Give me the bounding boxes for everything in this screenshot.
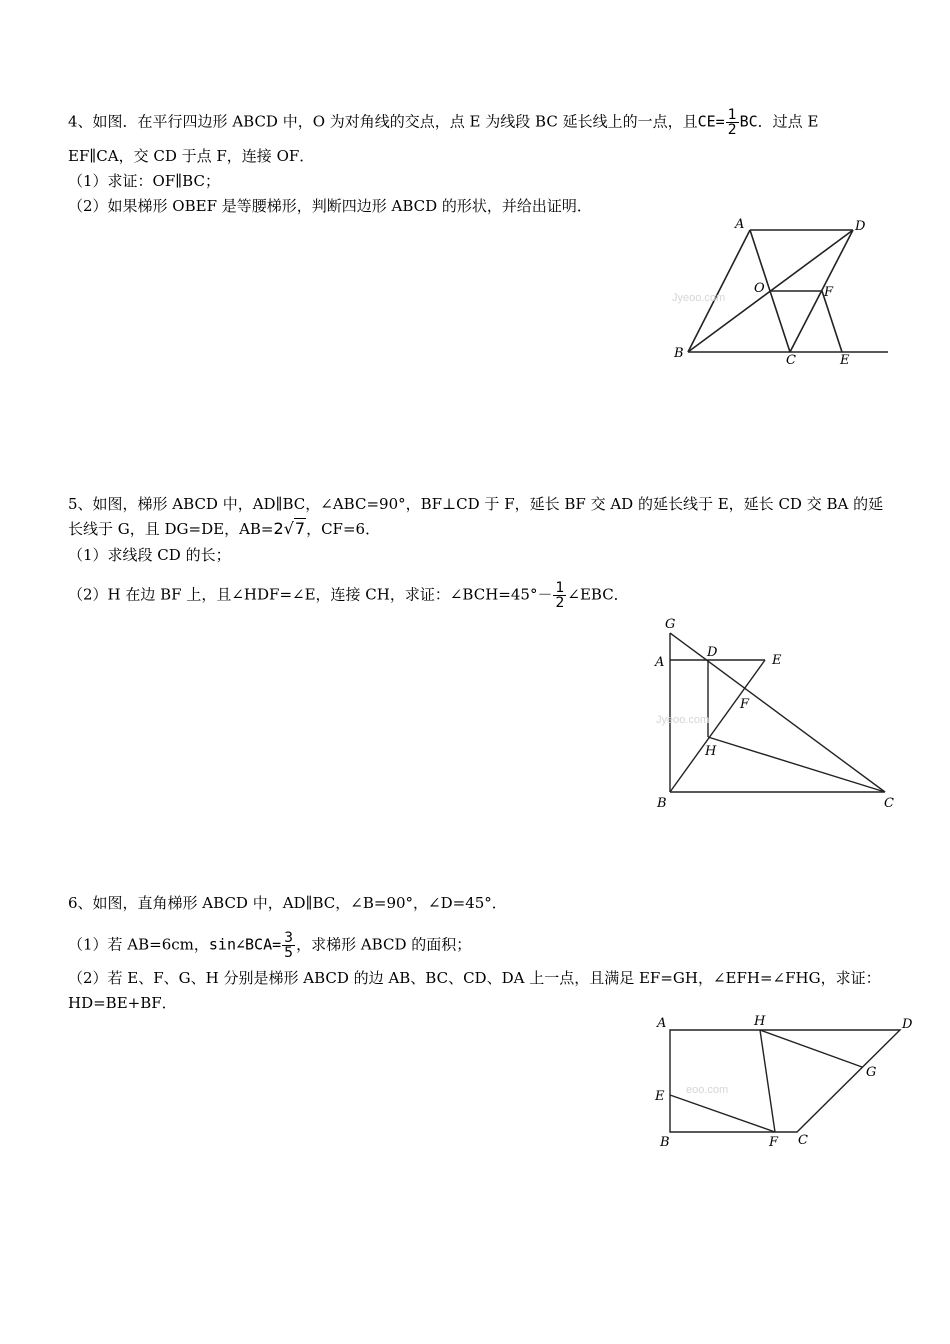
- label-a: A: [655, 655, 665, 670]
- ce-lhs: CE=: [697, 112, 725, 131]
- label-b: B: [660, 1135, 670, 1150]
- p6-line4: HD=BE+BF．: [68, 994, 177, 1012]
- p5-line2: 长线于 G，且 DG=DE，AB=2√7，CF=6．: [68, 519, 381, 538]
- label-d: D: [902, 1017, 913, 1032]
- label-e: E: [772, 653, 782, 668]
- p6-line1: 6、如图，直角梯形 ABCD 中，AD∥BC，∠B=90°，∠D=45°．: [68, 894, 507, 912]
- label-a: A: [657, 1016, 667, 1031]
- p4-line4: （2）如果梯形 OBEF 是等腰梯形，判断四边形 ABCD 的形状，并给出证明．: [68, 197, 592, 215]
- label-d: D: [707, 645, 718, 660]
- label-o: O: [754, 281, 765, 296]
- watermark: Jyeoo.com: [656, 714, 710, 726]
- label-c: C: [786, 353, 796, 368]
- p5-line1: 5、如图，梯形 ABCD 中，AD∥BC，∠ABC=90°，BF⊥CD 于 F，延长 BF 交 AD 的延长线于 E，延长 CD 交 BA 的延: [68, 495, 884, 513]
- label-b: B: [657, 796, 667, 811]
- label-b: B: [674, 346, 684, 361]
- label-f: F: [769, 1135, 779, 1150]
- p4-line3: （1）求证：OF∥BC；: [68, 172, 220, 190]
- p5-line4: （2）H 在边 BF 上，且∠HDF=∠E，连接 CH，求证：∠BCH=45°－ $\frac{1}{2}$ ∠EBC．: [68, 580, 629, 611]
- p4-line2: EF∥CA，交 CD 于点 F，连接 OF．: [68, 147, 315, 165]
- fraction-half: $\frac{1}{2}$: [555, 580, 565, 611]
- label-g: G: [665, 617, 676, 632]
- label-f: F: [824, 285, 834, 300]
- p4-line1: 4、如图．在平行四边形 ABCD 中，O 为对角线的交点，点 E 为线段 BC 延长线上的一点，且CE= $\frac{1}{2}$ BC．过点 E: [68, 107, 819, 138]
- watermark: Jyeoo.com: [672, 292, 726, 304]
- p6-line2: （1）若 AB=6cm，sin∠BCA= $\frac{3}{5}$ ，求梯形 ABCD 的面积；: [68, 930, 472, 961]
- p6-line3: （2）若 E、F、G、H 分别是梯形 ABCD 的边 AB、BC、CD、DA 上一点，且满足 EF=GH，∠EFH=∠FHG，求证：: [68, 969, 881, 987]
- label-c: C: [798, 1133, 808, 1148]
- label-g: G: [866, 1065, 877, 1080]
- label-a: A: [735, 217, 745, 232]
- label-c: C: [884, 796, 894, 811]
- label-h: H: [754, 1014, 766, 1029]
- label-e: E: [655, 1089, 665, 1104]
- label-f: F: [740, 697, 750, 712]
- fraction-half: $\frac{1}{2}$: [727, 107, 737, 138]
- sqrt-expression: 2√7: [273, 519, 306, 538]
- fraction-three-fifths: $\frac{3}{5}$: [284, 930, 294, 961]
- label-e: E: [840, 353, 850, 368]
- watermark: eoo.com: [686, 1084, 729, 1096]
- label-h: H: [705, 744, 717, 759]
- p5-line3: （1）求线段 CD 的长；: [68, 546, 231, 564]
- label-d: D: [855, 219, 866, 234]
